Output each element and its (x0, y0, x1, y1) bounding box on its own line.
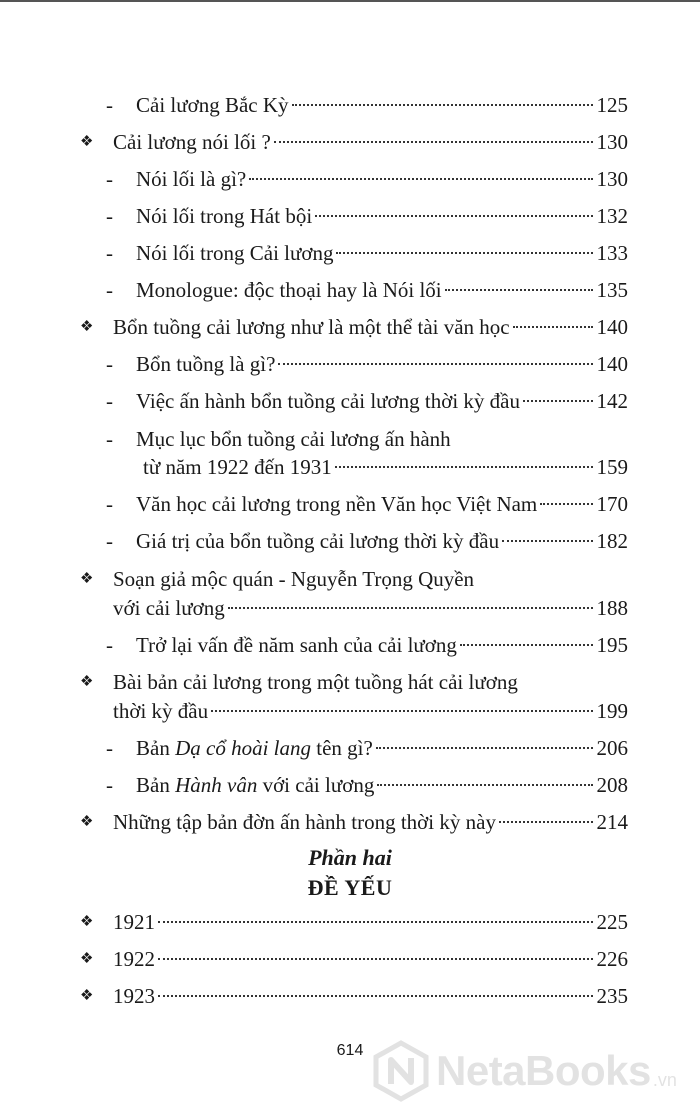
entry-page: 140 (596, 315, 628, 339)
entry-title-prefix: Bản (136, 736, 176, 760)
diamond-bullet-icon: ❖ (80, 814, 94, 830)
entry-page: 206 (596, 736, 628, 760)
dot-leader (335, 466, 593, 468)
dot-leader (336, 252, 592, 254)
toc-entry (0, 667, 700, 697)
entry-page: 135 (596, 278, 628, 302)
dash-marker: - (106, 167, 113, 191)
toc-entry (0, 312, 700, 342)
diamond-bullet-icon: ❖ (80, 674, 94, 690)
entry-title: Văn học cải lương trong nền Văn học Việt Nam (136, 492, 538, 516)
entry-title-suffix: tên gì? (310, 736, 373, 760)
diamond-bullet-icon: ❖ (80, 319, 94, 335)
dot-leader (513, 326, 593, 328)
dot-leader (249, 178, 592, 180)
entry-title: Nói lối là gì? (136, 167, 247, 191)
entry-page: 130 (596, 130, 628, 154)
dash-marker: - (106, 529, 113, 553)
entry-title-continuation: với cải lương (113, 596, 225, 620)
dot-leader (502, 540, 592, 542)
dot-leader (499, 821, 593, 823)
entry-title-continuation: từ năm 1922 đến 1931 (143, 455, 332, 479)
entry-title-italic: Hành vân (175, 773, 258, 797)
toc-entry (0, 564, 700, 594)
entry-page: 140 (596, 352, 628, 376)
dot-leader (445, 289, 593, 291)
top-rule (0, 0, 700, 2)
toc-entry (0, 90, 700, 120)
dash-marker: - (106, 352, 113, 376)
entry-page: 195 (596, 633, 628, 657)
part-title: ĐỀ YẾU (307, 875, 393, 900)
page-number: 614 (336, 1042, 364, 1059)
dash-marker: - (106, 204, 113, 228)
entry-page: 159 (596, 455, 628, 479)
diamond-bullet-icon: ❖ (80, 988, 94, 1004)
part-label: Phần hai (308, 845, 392, 870)
toc-entry (0, 981, 700, 1011)
toc-entry (0, 164, 700, 194)
dash-marker: - (106, 389, 113, 413)
entry-title: Bổn tuồng cải lương như là một thể tài văn học (113, 315, 510, 339)
toc-entry (0, 807, 700, 837)
entry-page: 130 (596, 167, 628, 191)
entry-title: Cải lương Bắc Kỳ (136, 93, 289, 117)
entry-title (136, 770, 374, 800)
entry-title: Bổn tuồng là gì? (136, 352, 276, 376)
entry-title: Soạn giả mộc quán - Nguyễn Trọng Quyền (113, 567, 475, 591)
entry-page: 132 (596, 204, 628, 228)
entry-page: 235 (596, 984, 628, 1008)
entry-title: 1922 (113, 947, 155, 971)
dot-leader (460, 644, 593, 646)
dot-leader (377, 784, 592, 786)
entry-title: Giá trị của bổn tuồng cải lương thời kỳ đầu (136, 529, 500, 553)
watermark-brand: NetaBooks (436, 1047, 651, 1094)
entry-page: 199 (596, 699, 628, 723)
toc-entry (0, 526, 700, 556)
entry-title: Nói lối trong Hát bội (136, 204, 313, 228)
entry-title: Trở lại vấn đề năm sanh của cải lương (136, 633, 457, 657)
toc-entry (0, 127, 700, 157)
dot-leader (278, 363, 592, 365)
entry-title: Việc ấn hành bổn tuồng cải lương thời kỳ đầu (136, 389, 520, 413)
dash-marker: - (106, 93, 113, 117)
dot-leader (274, 141, 593, 143)
entry-page: 225 (596, 910, 628, 934)
entry-page: 188 (596, 596, 628, 620)
entry-title: Mục lục bổn tuồng cải lương ấn hành (136, 427, 451, 451)
toc-entry (0, 733, 700, 763)
toc-entry-continuation (0, 452, 700, 482)
entry-title: Cải lương nói lối ? (113, 130, 271, 154)
dot-leader (228, 607, 593, 609)
dash-marker: - (106, 773, 113, 797)
toc-entry (0, 770, 700, 800)
toc-entry (0, 201, 700, 231)
toc-entry-continuation (0, 696, 700, 726)
entry-page: 208 (596, 773, 628, 797)
entry-title-italic: Dạ cổ hoài lang (175, 736, 311, 760)
entry-page: 226 (596, 947, 628, 971)
entry-title-suffix: với cải lương (257, 773, 375, 797)
diamond-bullet-icon: ❖ (80, 571, 94, 587)
dot-leader (292, 104, 593, 106)
dot-leader (158, 958, 593, 960)
entry-title: Bài bản cải lương trong một tuồng hát cải lương (113, 670, 518, 694)
dash-marker: - (106, 736, 113, 760)
entry-page: 142 (596, 389, 628, 413)
toc-entry (0, 386, 700, 416)
dot-leader (540, 503, 592, 505)
entry-title (136, 733, 373, 763)
entry-title: Nói lối trong Cải lương (136, 241, 334, 265)
entry-title-continuation: thời kỳ đầu (113, 699, 209, 723)
entry-page: 170 (596, 492, 628, 516)
toc-entry (0, 489, 700, 519)
dot-leader (376, 747, 593, 749)
dash-marker: - (106, 427, 113, 451)
entry-title-prefix: Bản (136, 773, 176, 797)
entry-title: 1921 (113, 910, 155, 934)
toc-entry (0, 944, 700, 974)
dot-leader (158, 921, 593, 923)
toc-entry (0, 349, 700, 379)
entry-title: 1923 (113, 984, 155, 1008)
entry-page: 214 (596, 810, 628, 834)
diamond-bullet-icon: ❖ (80, 134, 94, 150)
dash-marker: - (106, 241, 113, 265)
entry-page: 133 (596, 241, 628, 265)
toc-entry (0, 424, 700, 454)
toc-entry (0, 238, 700, 268)
toc-entry (0, 907, 700, 937)
diamond-bullet-icon: ❖ (80, 914, 94, 930)
toc-entry (0, 630, 700, 660)
entry-title: Những tập bản đờn ấn hành trong thời kỳ này (113, 810, 496, 834)
dot-leader (523, 400, 593, 402)
diamond-bullet-icon: ❖ (80, 951, 94, 967)
toc-entry-continuation (0, 593, 700, 623)
dash-marker: - (106, 492, 113, 516)
watermark (372, 1036, 677, 1106)
dash-marker: - (106, 633, 113, 657)
dot-leader (158, 995, 593, 997)
entry-title: Monologue: độc thoại hay là Nói lối (136, 278, 442, 302)
dash-marker: - (106, 278, 113, 302)
dot-leader (211, 710, 592, 712)
netabooks-logo-icon (372, 1040, 430, 1102)
watermark-suffix: .vn (652, 1069, 677, 1090)
toc-entry (0, 275, 700, 305)
entry-page: 125 (596, 93, 628, 117)
dot-leader (315, 215, 592, 217)
entry-page: 182 (596, 529, 628, 553)
